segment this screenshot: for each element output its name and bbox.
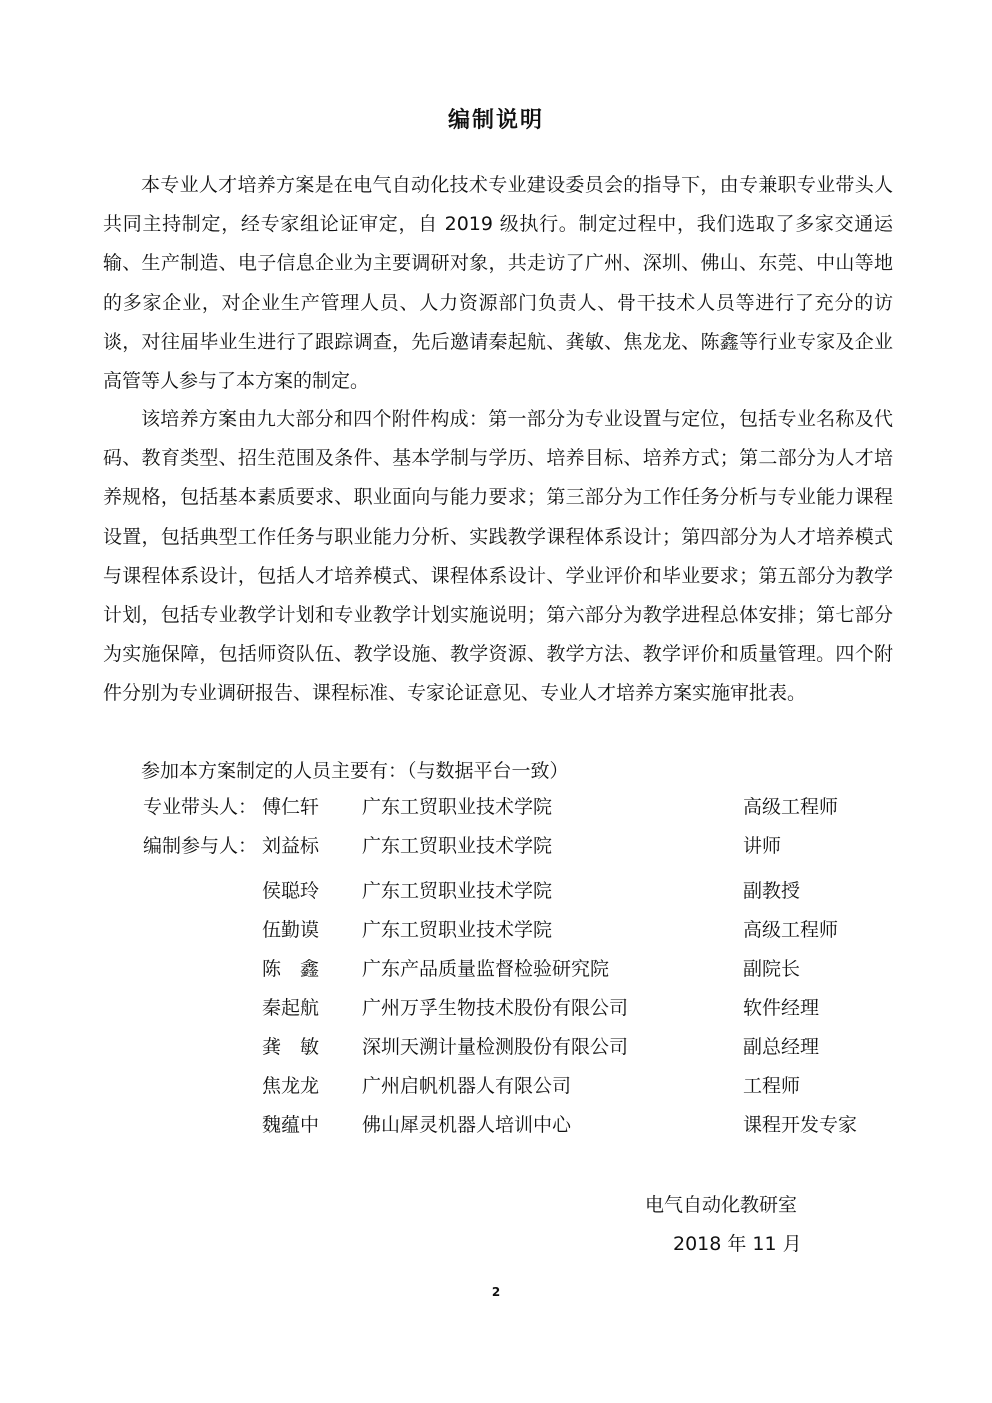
person-name: 傅仁轩 <box>262 796 320 818</box>
page-number: 2 <box>491 1285 501 1299</box>
person-name: 龚 敏 <box>262 1036 320 1058</box>
person-row <box>0 876 992 906</box>
person-row <box>0 954 992 984</box>
person-row <box>0 1071 992 1101</box>
person-role: 编制参与人： <box>143 835 258 857</box>
person-organization: 广东工贸职业技术学院 <box>362 880 553 902</box>
person-name: 焦龙龙 <box>262 1075 320 1097</box>
person-title: 讲师 <box>743 835 782 857</box>
person-name: 伍勤谟 <box>262 919 320 941</box>
person-organization: 佛山犀灵机器人培训中心 <box>362 1114 572 1136</box>
person-title: 高级工程师 <box>743 919 839 941</box>
signature-date: 2018 年 11 月 <box>673 1233 802 1255</box>
person-title: 副总经理 <box>743 1036 820 1058</box>
person-title: 副教授 <box>743 880 801 902</box>
person-row <box>0 1110 992 1140</box>
person-title: 软件经理 <box>743 997 820 1019</box>
person-title: 副院长 <box>743 958 801 980</box>
person-organization: 广东工贸职业技术学院 <box>362 835 553 857</box>
person-organization: 广东工贸职业技术学院 <box>362 796 553 818</box>
person-row <box>0 993 992 1023</box>
person-title: 课程开发专家 <box>743 1114 858 1136</box>
person-organization: 广东产品质量监督检验研究院 <box>362 958 610 980</box>
page-title: 编制说明 <box>447 108 544 133</box>
intro-paragraph: 本专业人才培养方案是在电气自动化技术专业建设委员会的指导下，由专兼职专业带头人共同主持制定，经专家组论证审定，自 2019 级执行。制定过程中，我们选取了多家交通运输、生产制造、电子信息企业为主要调研对象，共走访了广州、深圳、佛山、东莞、中山等地的多家企业，对企业生产管理人员、人力资源部门负责人、骨干技术人员等进行了充分的访谈，对往届毕业生进行了跟踪调查，先后邀请秦起航、龚敏、焦龙龙、陈鑫等行业专家及企业高管等人参与了本方案的制定。 <box>103 174 893 393</box>
signature-department: 电气自动化教研室 <box>645 1194 798 1216</box>
person-role: 专业带头人： <box>143 796 258 818</box>
person-name: 刘益标 <box>262 835 320 857</box>
person-organization: 广东工贸职业技术学院 <box>362 919 553 941</box>
person-name: 侯聪玲 <box>262 880 320 902</box>
person-title: 高级工程师 <box>743 796 839 818</box>
person-organization: 广州启帆机器人有限公司 <box>362 1075 572 1097</box>
person-row <box>0 831 992 861</box>
person-row <box>0 1032 992 1062</box>
structure-paragraph: 该培养方案由九大部分和四个附件构成：第一部分为专业设置与定位，包括专业名称及代码、教育类型、招生范围及条件、基本学制与学历、培养目标、培养方式；第二部分为人才培养规格，包括基本素质要求、职业面向与能力要求；第三部分为工作任务分析与专业能力课程设置，包括典型工作任务与职业能力分析、实践教学课程体系设计；第四部分为人才培养模式与课程体系设计，包括人才培养模式、课程体系设计、学业评价和毕业要求；第五部分为教学计划，包括专业教学计划和专业教学计划实施说明；第六部分为教学进程总体安排；第七部分为实施保障，包括师资队伍、教学设施、教学资源、教学方法、教学评价和质量管理。四个附件分别为专业调研报告、课程标准、专家论证意见、专业人才培养方案实施审批表。 <box>103 408 893 705</box>
person-name: 魏蕴中 <box>262 1114 320 1136</box>
person-name: 陈 鑫 <box>262 958 320 980</box>
person-row <box>0 915 992 945</box>
person-row <box>0 792 992 822</box>
person-organization: 深圳天溯计量检测股份有限公司 <box>362 1036 629 1058</box>
person-organization: 广州万孚生物技术股份有限公司 <box>362 997 629 1019</box>
person-name: 秦起航 <box>262 997 320 1019</box>
participants-intro: 参加本方案制定的人员主要有：（与数据平台一致） <box>141 760 569 782</box>
person-title: 工程师 <box>743 1075 801 1097</box>
